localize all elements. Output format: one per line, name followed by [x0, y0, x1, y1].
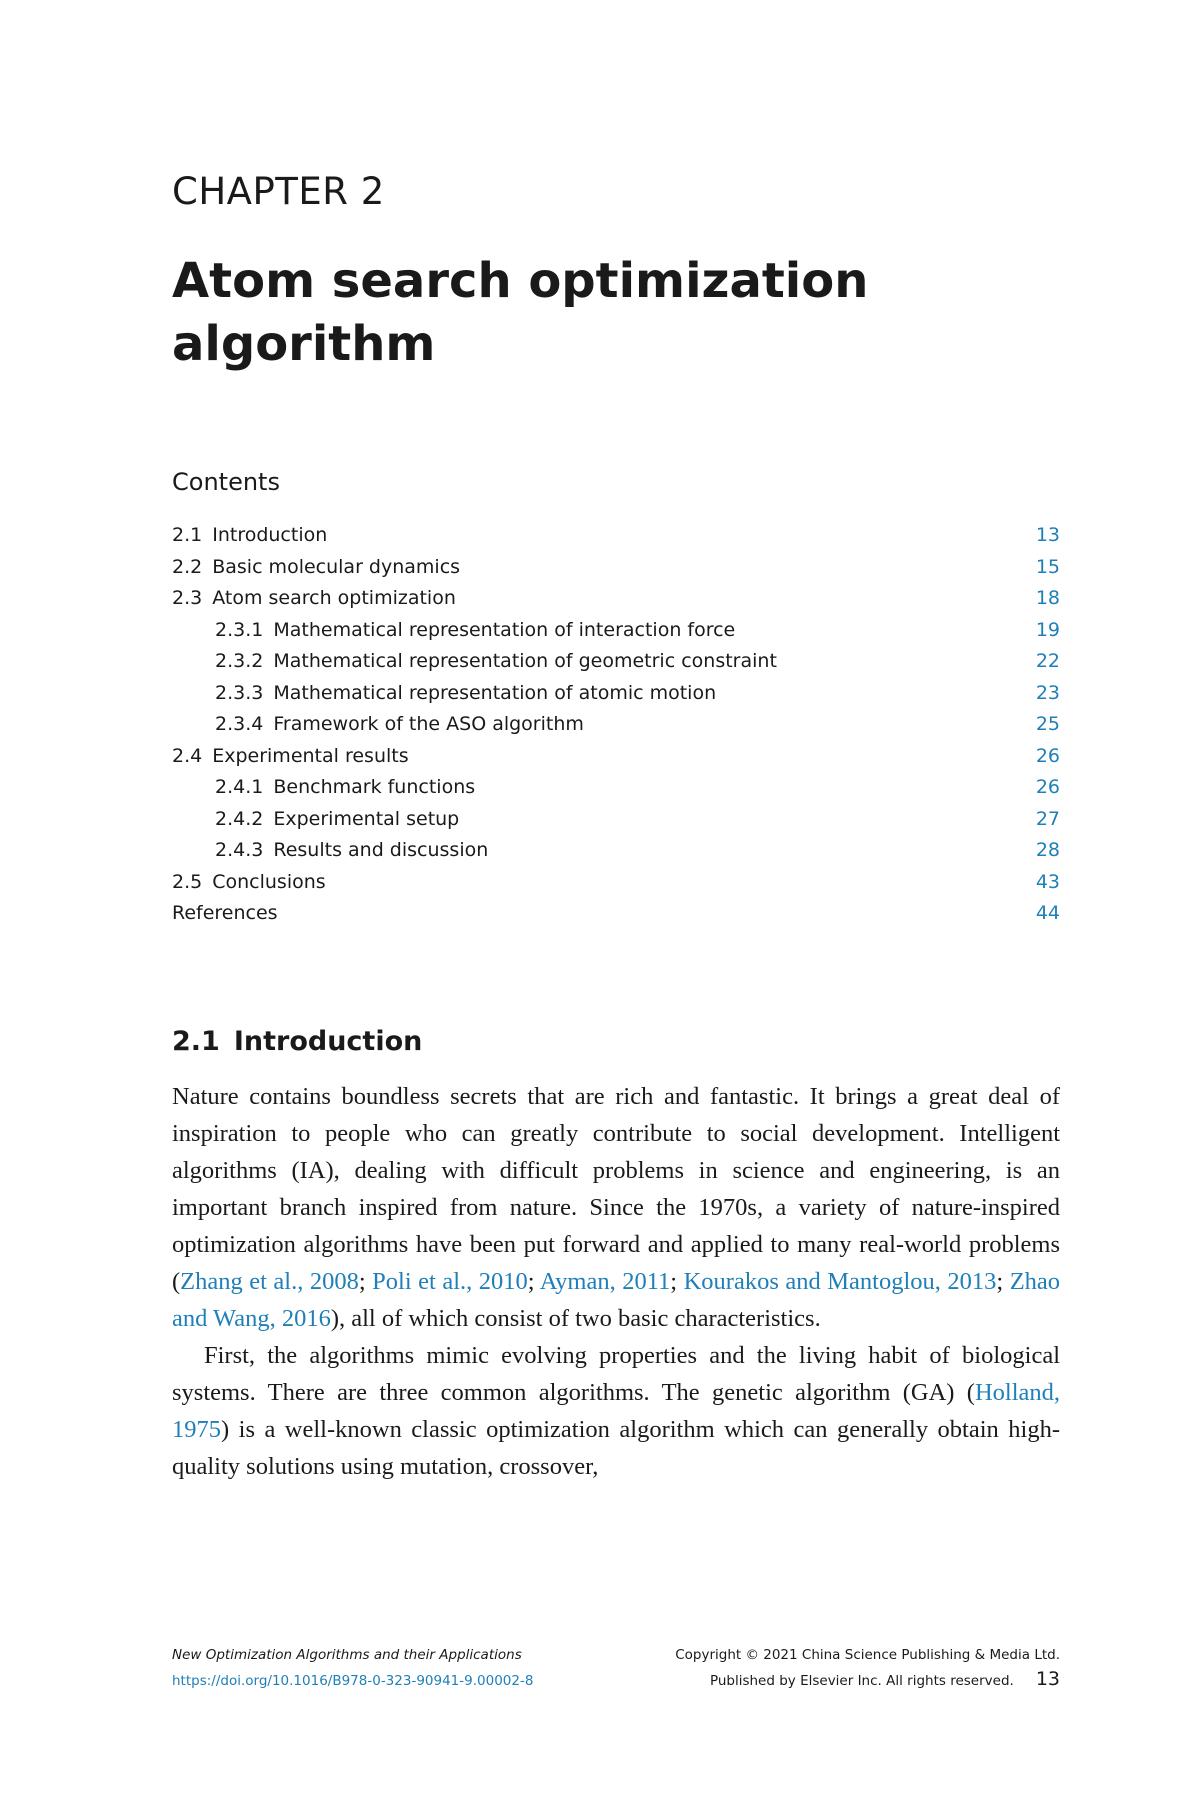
toc-entry-title: Mathematical representation of geometric constraint	[273, 650, 777, 672]
toc-entry-page-link[interactable]: 25	[1035, 713, 1060, 735]
toc-entry-title: Conclusions	[212, 870, 326, 893]
toc-entry[interactable]	[172, 804, 1060, 836]
toc-entry-page-link[interactable]: 27	[1035, 807, 1060, 830]
footer-publisher-note: Published by Elsevier Inc. All rights reserved.	[709, 1673, 1014, 1689]
toc-entry-number: 2.3.4	[215, 713, 264, 735]
toc-entry[interactable]	[172, 709, 1060, 741]
toc-entry-title: Mathematical representation of interaction force	[273, 618, 736, 641]
body-text	[172, 1078, 1060, 1485]
toc-entry-number: 2.4.1	[215, 776, 264, 798]
toc-entry-title: Experimental results	[212, 744, 409, 767]
toc-entry-page-link[interactable]: 26	[1035, 776, 1060, 798]
paragraph-text: First, the algorithms mimic evolving properties and the living habit of biological systems. There are three common algorithms. The genetic algorithm (GA) (	[172, 1342, 1060, 1406]
footer-book-title: New Optimization Algorithms and their Applications	[172, 1647, 522, 1663]
toc-entry-number: 2.2	[172, 555, 203, 578]
contents-heading: Contents	[172, 468, 280, 496]
toc-entry[interactable]	[172, 520, 1060, 552]
citation-link[interactable]: Zhao and Wang, 2016	[172, 1268, 1061, 1332]
body-paragraph	[172, 1078, 1060, 1337]
toc-entry-page-link[interactable]: 19	[1035, 618, 1060, 641]
toc-entry-number: 2.1	[172, 524, 203, 546]
paragraph-text: ;	[527, 1268, 540, 1295]
table-of-contents	[172, 520, 1060, 930]
toc-entry-page-link[interactable]: 26	[1035, 744, 1060, 767]
toc-entry-title: Experimental setup	[273, 807, 460, 830]
toc-entry[interactable]	[172, 646, 1060, 678]
paragraph-text: ), all of which consist of two basic characteristics.	[330, 1305, 821, 1332]
toc-entry[interactable]	[172, 678, 1060, 710]
page-footer	[172, 1643, 1060, 1693]
toc-entry-number: 2.5	[172, 870, 203, 893]
toc-entry[interactable]	[172, 552, 1060, 584]
toc-entry-number: 2.3.3	[215, 681, 264, 704]
toc-entry-page-link[interactable]: 28	[1035, 839, 1060, 861]
toc-entry[interactable]	[172, 583, 1060, 615]
citation-link[interactable]: Holland, 1975	[172, 1379, 1060, 1443]
toc-entry[interactable]	[172, 615, 1060, 647]
toc-entry-title: Basic molecular dynamics	[212, 555, 461, 578]
toc-entry-number: 2.4	[172, 744, 203, 767]
chapter-label: CHAPTER 2	[172, 170, 385, 213]
paragraph-text: ;	[670, 1268, 684, 1295]
toc-entry-title: Atom search optimization	[212, 587, 456, 609]
toc-entry-title: Framework of the ASO algorithm	[273, 713, 584, 735]
toc-entry-page-link[interactable]: 15	[1035, 555, 1060, 578]
toc-entry-page-link[interactable]: 23	[1035, 681, 1060, 704]
toc-entry-page-link[interactable]: 43	[1035, 870, 1060, 893]
toc-entry-title: Benchmark functions	[273, 776, 476, 798]
toc-entry-title: Mathematical representation of atomic motion	[273, 681, 717, 704]
toc-entry-number: 2.3	[172, 587, 203, 609]
toc-entry-page-link[interactable]: 22	[1035, 650, 1060, 672]
citation-link[interactable]: Zhang et al., 2008	[180, 1268, 359, 1295]
body-paragraph	[172, 1337, 1060, 1485]
toc-entry[interactable]	[172, 835, 1060, 867]
chapter-title: Atom search optimization algorithm	[172, 253, 869, 372]
paragraph-text: ;	[358, 1268, 373, 1295]
paragraph-text: ;	[996, 1268, 1010, 1295]
toc-entry-title: Results and discussion	[273, 839, 489, 861]
toc-entry-page-link[interactable]: 44	[1035, 902, 1060, 924]
toc-entry-number: 2.4.2	[215, 807, 264, 830]
paragraph-text: ) is a well-known classic optimization algorithm which can generally obtain high-quality solutions using mutation, crossover,	[172, 1416, 1060, 1480]
citation-link[interactable]: Poli et al., 2010	[372, 1268, 528, 1295]
paragraph-text: Nature contains boundless secrets that are rich and fantastic. It brings a great deal of inspiration to people who can greatly contribute to social development. Intelligent algorithms (IA), dealing with difficult problems in science and engineering, is an important branch inspired from nature. Since the 1970s, a variety of nature-inspired optimization algorithms have been put forward and applied to many real-world problems (	[172, 1083, 1060, 1295]
citation-link[interactable]: Kourakos and Mantoglou, 2013	[683, 1268, 997, 1295]
section-heading	[172, 1026, 422, 1057]
toc-entry[interactable]	[172, 741, 1060, 773]
toc-entry-page-link[interactable]: 13	[1035, 524, 1060, 546]
toc-entry-number: 2.4.3	[215, 839, 264, 861]
section-number: 2.1	[172, 1026, 220, 1057]
toc-entry[interactable]	[172, 867, 1060, 899]
citation-link[interactable]: Ayman, 2011	[539, 1268, 671, 1295]
footer-copyright: Copyright © 2021 China Science Publishing & Media Ltd.	[675, 1647, 1060, 1663]
section-title: Introduction	[233, 1026, 423, 1057]
footer-doi-link[interactable]: https://doi.org/10.1016/B978-0-323-90941-9.00002-8	[172, 1673, 534, 1689]
toc-entry-page-link[interactable]: 18	[1035, 587, 1060, 609]
toc-entry-title: Introduction	[212, 524, 328, 546]
toc-entry[interactable]	[172, 772, 1060, 804]
toc-entry[interactable]	[172, 898, 1060, 930]
toc-entry-number: 2.3.2	[215, 650, 264, 672]
toc-entry-number: 2.3.1	[215, 618, 264, 641]
toc-entry-title: References	[172, 902, 278, 924]
page-number: 13	[1035, 1668, 1060, 1690]
